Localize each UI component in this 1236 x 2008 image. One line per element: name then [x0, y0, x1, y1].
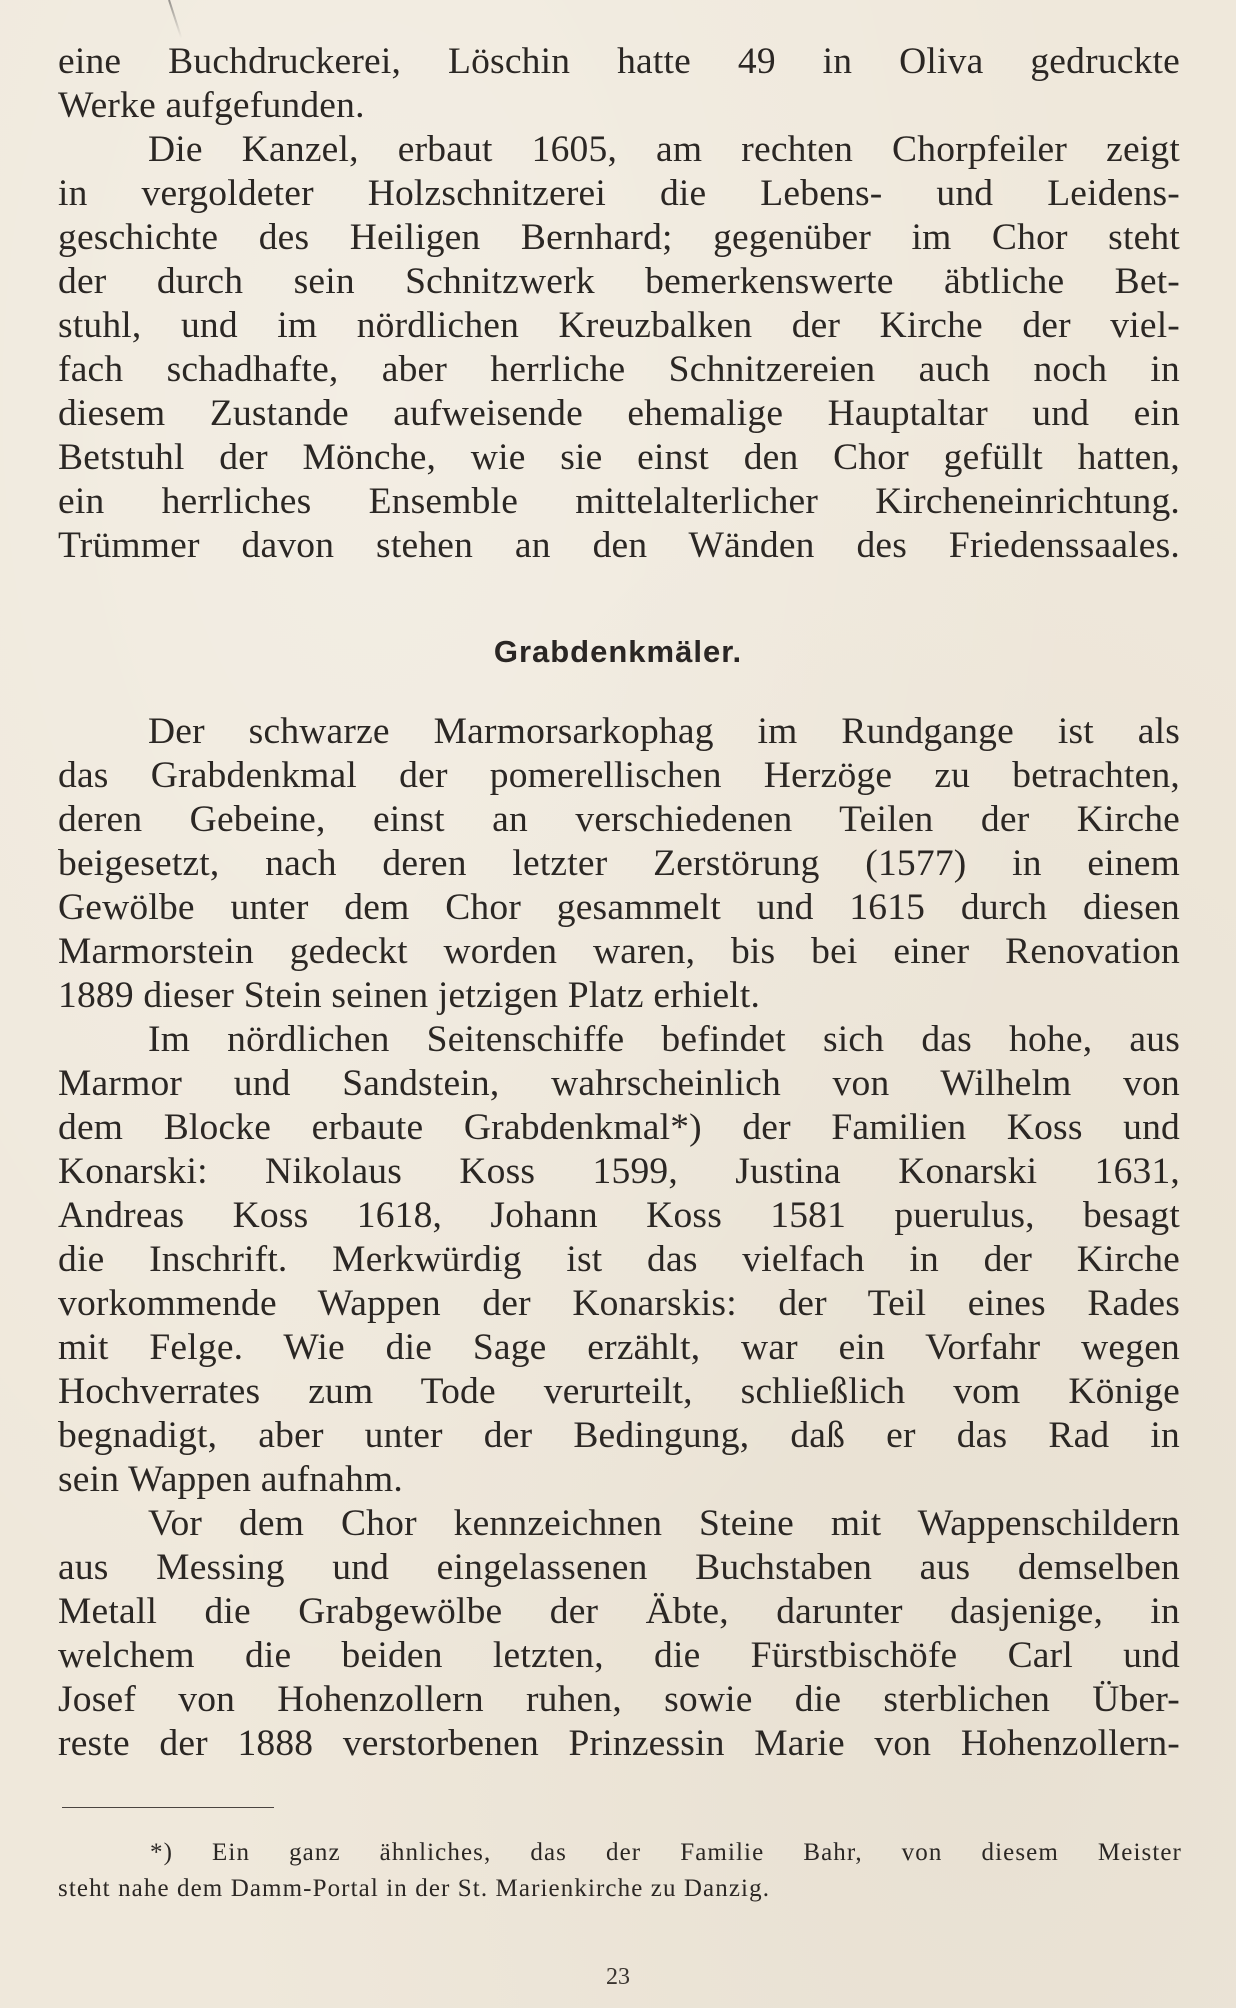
body-line: diesem Zustande aufweisende ehemalige Hauptaltar und ein — [58, 393, 1180, 434]
body-line: Vor dem Chor kennzeichnen Steine mit Wappenschildern — [148, 1503, 1180, 1544]
page-number: 23 — [606, 1964, 630, 1990]
body-line: Konarski: Nikolaus Koss 1599, Justina Konarski 1631, — [58, 1151, 1180, 1192]
footnote-line: *) Ein ganz ähnliches, das der Familie Bahr, von diesem Meister — [150, 1839, 1182, 1866]
body-line: Marmor und Sandstein, wahrscheinlich von Wilhelm von — [58, 1063, 1180, 1104]
body-line: Im nördlichen Seitenschiffe befindet sich das hohe, aus — [148, 1019, 1180, 1060]
body-line: begnadigt, aber unter der Bedingung, daß er das Rad in — [58, 1415, 1180, 1456]
body-line: fach schadhafte, aber herrliche Schnitzereien auch noch in — [58, 349, 1180, 390]
body-line: Hochverrates zum Tode verurteilt, schließlich vom Könige — [58, 1371, 1180, 1412]
body-line: Metall die Grabgewölbe der Äbte, darunter dasjenige, in — [58, 1591, 1180, 1632]
body-line: die Inschrift. Merkwürdig ist das vielfach in der Kirche — [58, 1239, 1180, 1280]
paper-mark — [168, 0, 182, 38]
body-line: dem Blocke erbaute Grabdenkmal*) der Familien Koss und — [58, 1107, 1180, 1148]
body-line: welchem die beiden letzten, die Fürstbischöfe Carl und — [58, 1635, 1180, 1676]
body-line: Trümmer davon stehen an den Wänden des Friedenssaales. — [58, 525, 1180, 566]
body-line: deren Gebeine, einst an verschiedenen Teilen der Kirche — [58, 799, 1180, 840]
body-line: mit Felge. Wie die Sage erzählt, war ein Vorfahr wegen — [58, 1327, 1180, 1368]
body-line: Die Kanzel, erbaut 1605, am rechten Chorpfeiler zeigt — [148, 129, 1180, 170]
body-line: der durch sein Schnitzwerk bemerkenswerte äbtliche Bet- — [58, 261, 1180, 302]
body-line: Werke aufgefunden. — [58, 85, 365, 126]
body-line: in vergoldeter Holzschnitzerei die Lebens- und Leidens- — [58, 173, 1180, 214]
body-line: das Grabdenkmal der pomerellischen Herzöge zu betrachten, — [58, 755, 1180, 796]
body-line: Marmorstein gedeckt worden waren, bis bei einer Renovation — [58, 931, 1180, 972]
body-line: aus Messing und eingelassenen Buchstaben aus demselben — [58, 1547, 1180, 1588]
body-line: stuhl, und im nördlichen Kreuzbalken der Kirche der viel- — [58, 305, 1180, 346]
body-line: vorkommende Wappen der Konarskis: der Teil eines Rades — [58, 1283, 1180, 1324]
body-line: beigesetzt, nach deren letzter Zerstörung (1577) in einem — [58, 843, 1180, 884]
body-line: Andreas Koss 1618, Johann Koss 1581 puerulus, besagt — [58, 1195, 1180, 1236]
body-line: ein herrliches Ensemble mittelalterlicher Kircheneinrichtung. — [58, 481, 1180, 522]
footnote-divider — [62, 1807, 274, 1808]
body-line: eine Buchdruckerei, Löschin hatte 49 in Oliva gedruckte — [58, 41, 1180, 82]
body-line: geschichte des Heiligen Bernhard; gegenüber im Chor steht — [58, 217, 1180, 258]
section-heading: Grabdenkmäler. — [493, 634, 743, 669]
body-line: reste der 1888 verstorbenen Prinzessin Marie von Hohenzollern- — [58, 1723, 1180, 1764]
body-line: Josef von Hohenzollern ruhen, sowie die sterblichen Über- — [58, 1679, 1180, 1720]
body-line: Betstuhl der Mönche, wie sie einst den Chor gefüllt hatten, — [58, 437, 1180, 478]
body-line: sein Wappen aufnahm. — [58, 1459, 403, 1500]
body-line: Gewölbe unter dem Chor gesammelt und 1615 durch diesen — [58, 887, 1180, 928]
body-line: Der schwarze Marmorsarkophag im Rundgange ist als — [148, 711, 1180, 752]
footnote-line: steht nahe dem Damm-Portal in der St. Marienkirche zu Danzig. — [58, 1875, 771, 1902]
body-line: 1889 dieser Stein seinen jetzigen Platz erhielt. — [58, 975, 761, 1016]
